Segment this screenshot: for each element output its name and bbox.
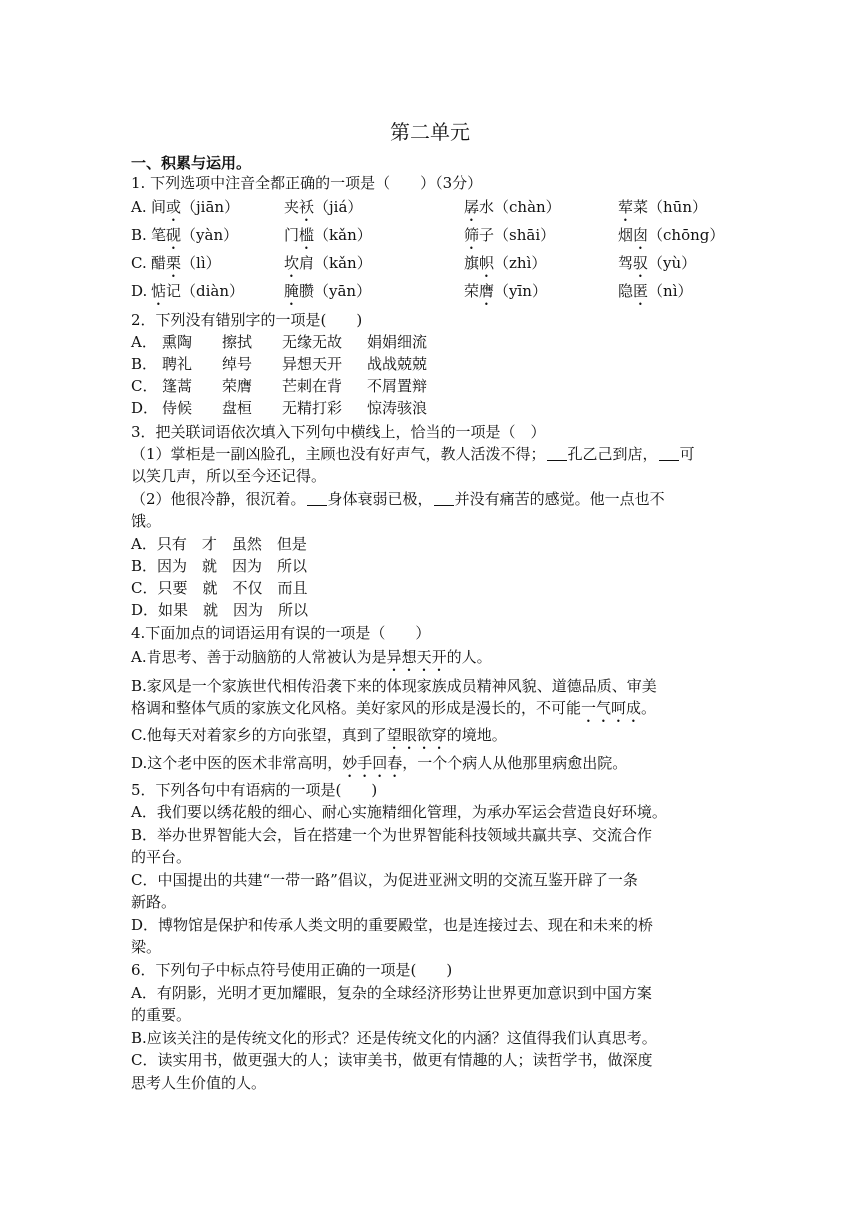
- q3-option-a: A．只有 才 虽然 但是: [131, 535, 307, 553]
- pinyin-item: 荣膺（yīn）: [464, 282, 547, 300]
- pinyin-item: 间或（jiān）: [151, 198, 240, 216]
- pinyin-item: 隐匿（nì）: [618, 282, 693, 300]
- q5-stem: 5．下列各句中有语病的一项是( ): [131, 781, 378, 799]
- pinyin-item: 门槛（kǎn）: [284, 226, 372, 244]
- option-word: 无缘无故: [282, 333, 343, 351]
- q4-option-a: A.肯思考、善于动脑筋的人常被认为是异想天开的人。: [131, 648, 492, 666]
- q3-stem: 3．把关联词语依次填入下列句中横线上，恰当的一项是（ ）: [131, 423, 546, 441]
- q6-line: C．读实用书，做更强大的人；读审美书，做更有情趣的人；读哲学书，做深度: [131, 1051, 653, 1069]
- q6-line: 的重要。: [131, 1006, 192, 1024]
- q5-line: A．我们要以绣花般的细心、耐心实施精细化管理，为承办军运会营造良好环境。: [131, 803, 667, 821]
- q6-line: A．有阴影，光明才更加耀眼，复杂的全球经济形势让世界更加意识到中国方案: [131, 984, 652, 1002]
- pinyin-item: 夹袄（jiá）: [284, 198, 363, 216]
- option-word: 擦拭: [222, 333, 253, 351]
- q6-stem: 6．下列句子中标点符号使用正确的一项是( ): [131, 961, 453, 979]
- q5-line: 梁。: [131, 938, 162, 956]
- pinyin-item: 笔砚（yàn）: [151, 226, 239, 244]
- q3-sentence-2-cont: 饿。: [131, 512, 162, 530]
- option-word: 不屑置辩: [367, 377, 428, 395]
- page-title: 第二单元: [390, 120, 470, 144]
- q2-stem: 2．下列没有错别字的一项是( ): [131, 311, 363, 329]
- q5-line: D．博物馆是保护和传承人类文明的重要殿堂，也是连接过去、现在和未来的桥: [131, 916, 654, 934]
- answer-blank: [307, 491, 327, 506]
- pinyin-item: 烟囱（chōng）: [618, 226, 725, 244]
- q3-sentence-1: （1）掌柜是一副凶脸孔，主顾也没有好声气，教人活泼不得； 孔乙己到店， 可: [131, 445, 695, 463]
- pinyin-item: 旗帜（zhì）: [464, 254, 547, 272]
- q5-line: C．中国提出的共建“一带一路”倡议，为促进亚洲文明的交流互鉴开辟了一条: [131, 871, 638, 889]
- option-label: C.: [131, 254, 147, 272]
- pinyin-item: 驾驭（yù）: [618, 254, 697, 272]
- option-label: A．: [131, 333, 157, 351]
- option-word: 熏陶: [162, 333, 193, 351]
- q1-stem: 1. 下列选项中注音全都正确的一项是（ ）（3分）: [131, 174, 483, 192]
- q3-sentence-1-cont: 以笑几声，所以至今还记得。: [131, 467, 327, 485]
- option-word: 芒刺在背: [282, 377, 343, 395]
- q5-line: 的平台。: [131, 848, 192, 866]
- section-heading: 一、积累与运用。: [131, 154, 252, 172]
- option-label: A.: [131, 198, 147, 216]
- answer-blank: [434, 491, 454, 506]
- option-word: 异想天开: [282, 355, 343, 373]
- q3-sentence-2: （2）他很冷静，很沉着。 身体衰弱已极， 并没有痛苦的感觉。他一点也不: [131, 490, 665, 508]
- q4-option-d: D.这个老中医的医术非常高明，妙手回春，一个个病人从他那里病愈出院。: [131, 754, 628, 772]
- option-word: 惊涛骇浪: [367, 399, 428, 417]
- answer-blank: [547, 446, 567, 461]
- q5-line: 新路。: [131, 893, 177, 911]
- pinyin-item: 惦记（diàn）: [151, 282, 245, 300]
- option-label: B.: [131, 226, 147, 244]
- q6-line: 思考人生价值的人。: [131, 1074, 267, 1092]
- pinyin-item: 腌臜（yān）: [284, 282, 372, 300]
- q3-option-b: B．因为 就 因为 所以: [131, 557, 308, 575]
- option-word: 侍候: [162, 399, 193, 417]
- pinyin-item: 筛子（shāi）: [464, 226, 556, 244]
- option-word: 娟娟细流: [367, 333, 428, 351]
- option-word: 绰号: [222, 355, 253, 373]
- q4-option-b-line1: B.家风是一个家族世代相传沿袭下来的体现家族成员精神风貌、道德品质、审美: [131, 677, 657, 695]
- pinyin-item: 坎肩（kǎn）: [284, 254, 372, 272]
- answer-blank: [659, 446, 679, 461]
- option-label: D.: [131, 282, 148, 300]
- q4-stem: 4.下面加点的词语运用有误的一项是（ ）: [131, 624, 431, 642]
- pinyin-item: 孱水（chàn）: [464, 198, 561, 216]
- option-word: 盘桓: [222, 399, 253, 417]
- option-word: 荣膺: [222, 377, 253, 395]
- option-word: 聘礼: [162, 355, 193, 373]
- pinyin-item: 荤菜（hūn）: [618, 198, 707, 216]
- q6-line: B.应该关注的是传统文化的形式？还是传统文化的内涵？这值得我们认真思考。: [131, 1029, 657, 1047]
- option-word: 无精打彩: [282, 399, 343, 417]
- option-label: C．: [131, 377, 158, 395]
- q5-line: B．举办世界智能大会，旨在搭建一个为世界智能科技领域共赢共享、交流合作: [131, 826, 653, 844]
- pinyin-item: 醋栗（lì）: [151, 254, 221, 272]
- option-label: B．: [131, 355, 158, 373]
- q4-option-b-line2: 格调和整体气质的家族文化风格。美好家风的形成是漫长的，不可能一气呵成。: [131, 699, 657, 717]
- q3-option-c: C．只要 就 不仅 而且: [131, 579, 308, 597]
- q4-option-c: C.他每天对着家乡的方向张望，真到了望眼欲穿的境地。: [131, 726, 507, 744]
- option-label: D．: [131, 399, 159, 417]
- option-word: 篷蒿: [162, 377, 193, 395]
- q3-option-d: D．如果 就 因为 所以: [131, 601, 309, 619]
- option-word: 战战兢兢: [367, 355, 428, 373]
